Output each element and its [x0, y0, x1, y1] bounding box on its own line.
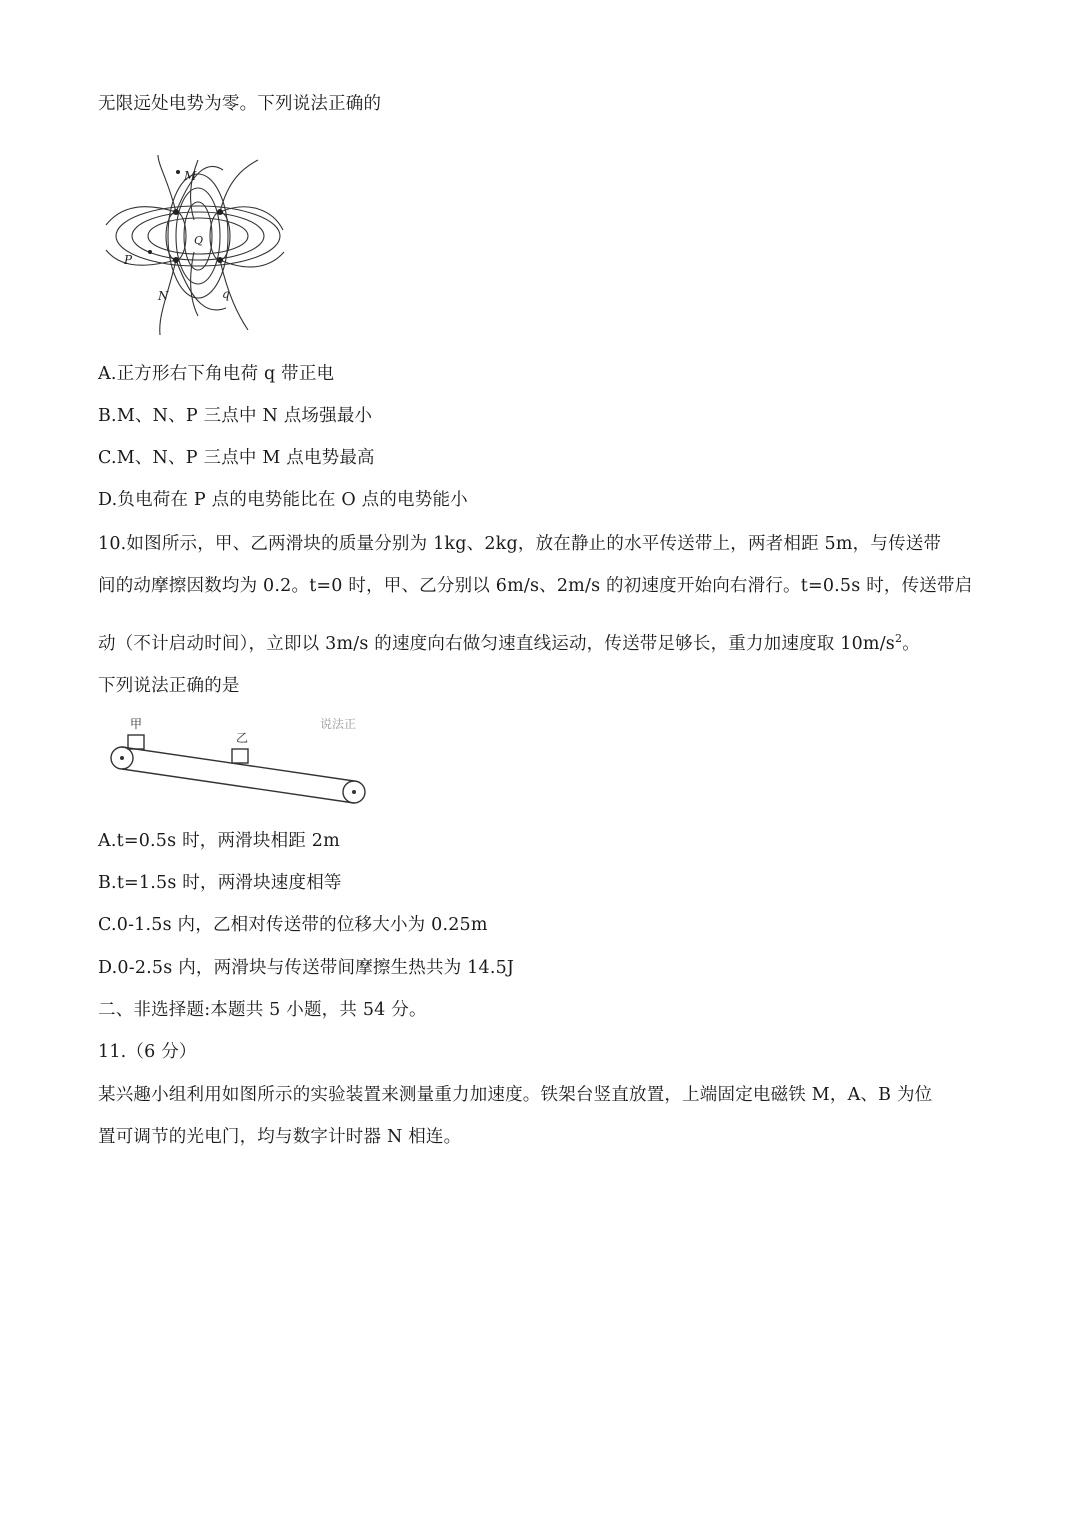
q10-option-a: A.t=0.5s 时，两滑块相距 2m	[98, 831, 340, 851]
label-q-corner: q	[222, 287, 230, 301]
slider-yi	[232, 749, 248, 763]
label-q-center: Q	[194, 234, 204, 247]
conveyor-belt-figure	[98, 708, 398, 812]
q11-header: 11.（6 分）	[98, 1042, 197, 1062]
label-p: P	[124, 253, 133, 267]
label-bleed: 说法正	[320, 717, 357, 731]
charge-top-left	[173, 209, 179, 215]
q10-option-c: C.0-1.5s 内，乙相对传送带的位移大小为 0.25m	[98, 915, 488, 935]
label-n: N	[158, 289, 169, 303]
label-yi: 乙	[236, 731, 249, 745]
point-p	[148, 250, 152, 254]
electric-field-figure	[98, 140, 288, 340]
q10-option-b: B.t=1.5s 时，两滑块速度相等	[98, 873, 342, 893]
q9-option-a: A.正方形右下角电荷 q 带正电	[98, 364, 335, 384]
q11-line1: 某兴趣小组利用如图所示的实验装置来测量重力加速度。铁架台竖直放置，上端固定电磁铁 M，A、B 为位	[98, 1085, 933, 1105]
q10-stem-line4: 下列说法正确的是	[98, 676, 240, 696]
q9-option-c: C.M、N、P 三点中 M 点电势最高	[98, 448, 375, 468]
point-m	[176, 170, 180, 174]
q9-option-b: B.M、N、P 三点中 N 点场强最小	[98, 406, 373, 426]
q10-option-d: D.0-2.5s 内，两滑块与传送带间摩擦生热共为 14.5J	[98, 958, 515, 978]
label-jia: 甲	[130, 717, 143, 731]
q10-stem-line3: 动（不计启动时间），立即以 3m/s 的速度向右做匀速直线运动，传送带足够长，重力加速度取 $10m/s^2$。	[98, 632, 920, 654]
charge-top-right	[217, 209, 223, 215]
q10-stem-line2: 间的动摩擦因数均为 0.2。t=0 时，甲、乙分别以 6m/s、2m/s 的初速度开始向右滑行。t=0.5s 时，传送带启	[98, 576, 973, 596]
q9-stem-tail: 无限远处电势为零。下列说法正确的	[98, 94, 382, 114]
q10-stem-line1: 10.如图所示，甲、乙两滑块的质量分别为 1kg、2kg，放在静止的水平传送带上，两者相距 5m，与传送带	[98, 534, 942, 554]
slider-jia	[128, 735, 144, 749]
section-2-heading: 二、非选择题:本题共 5 小题，共 54 分。	[98, 1000, 427, 1020]
q9-option-d: D.负电荷在 P 点的电势能比在 O 点的电势能小	[98, 490, 468, 510]
charge-bottom-right	[217, 257, 223, 263]
label-m: M	[184, 169, 197, 183]
charge-bottom-left	[173, 257, 179, 263]
q11-line2: 置可调节的光电门，均与数字计时器 N 相连。	[98, 1127, 462, 1147]
